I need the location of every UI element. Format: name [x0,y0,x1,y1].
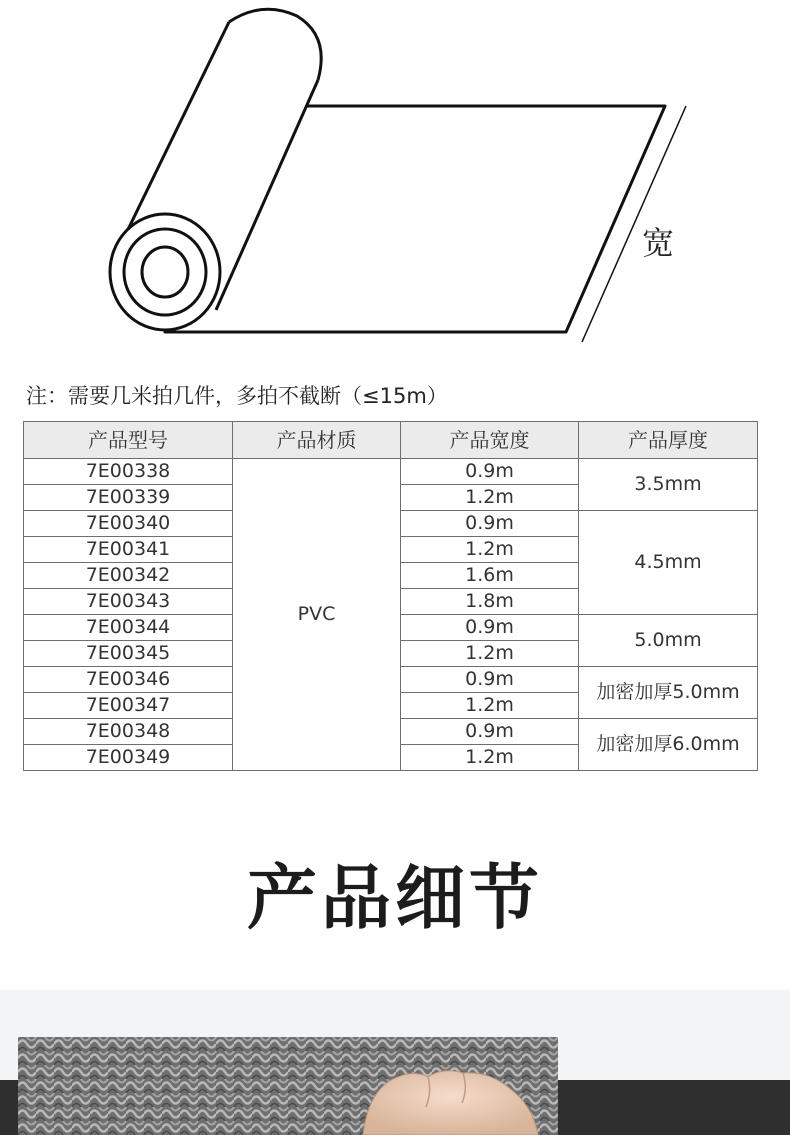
model-cell: 7E00349 [24,745,233,771]
width-cell: 0.9m [401,667,579,693]
width-cell: 1.2m [401,693,579,719]
model-cell: 7E00344 [24,615,233,641]
header-width: 产品宽度 [401,422,579,459]
model-cell: 7E00348 [24,719,233,745]
table-header-row [24,422,758,459]
roll-end-core [142,247,188,297]
roll-illustration [0,0,790,360]
model-cell: 7E00347 [24,693,233,719]
model-cell: 7E00343 [24,589,233,615]
width-cell: 1.2m [401,745,579,771]
width-cell: 0.9m [401,615,579,641]
order-note: 注：需要几米拍几件，多拍不截断（≤15m） [26,384,448,408]
width-cell: 1.2m [401,485,579,511]
model-cell: 7E00341 [24,537,233,563]
table-row [24,459,758,485]
width-cell: 0.9m [401,719,579,745]
thickness-cell: 4.5mm [579,511,758,615]
header-thickness: 产品厚度 [579,422,758,459]
model-cell: 7E00346 [24,667,233,693]
model-cell: 7E00340 [24,511,233,537]
width-label: 宽 [642,224,675,262]
material-cell: PVC [233,459,401,771]
model-cell: 7E00338 [24,459,233,485]
width-cell: 0.9m [401,459,579,485]
mat-texture-photo [18,1037,558,1135]
model-cell: 7E00339 [24,485,233,511]
header-material: 产品材质 [233,422,401,459]
model-cell: 7E00345 [24,641,233,667]
thickness-cell: 5.0mm [579,615,758,667]
width-cell: 1.2m [401,641,579,667]
width-cell: 0.9m [401,511,579,537]
model-cell: 7E00342 [24,563,233,589]
section-title: 产品细节 [247,857,543,939]
thickness-cell: 加密加厚5.0mm [579,667,758,719]
thickness-cell: 3.5mm [579,459,758,511]
thickness-cell: 加密加厚6.0mm [579,719,758,771]
header-model: 产品型号 [24,422,233,459]
width-cell: 1.8m [401,589,579,615]
spec-table [23,421,758,771]
width-cell: 1.2m [401,537,579,563]
width-cell: 1.6m [401,563,579,589]
